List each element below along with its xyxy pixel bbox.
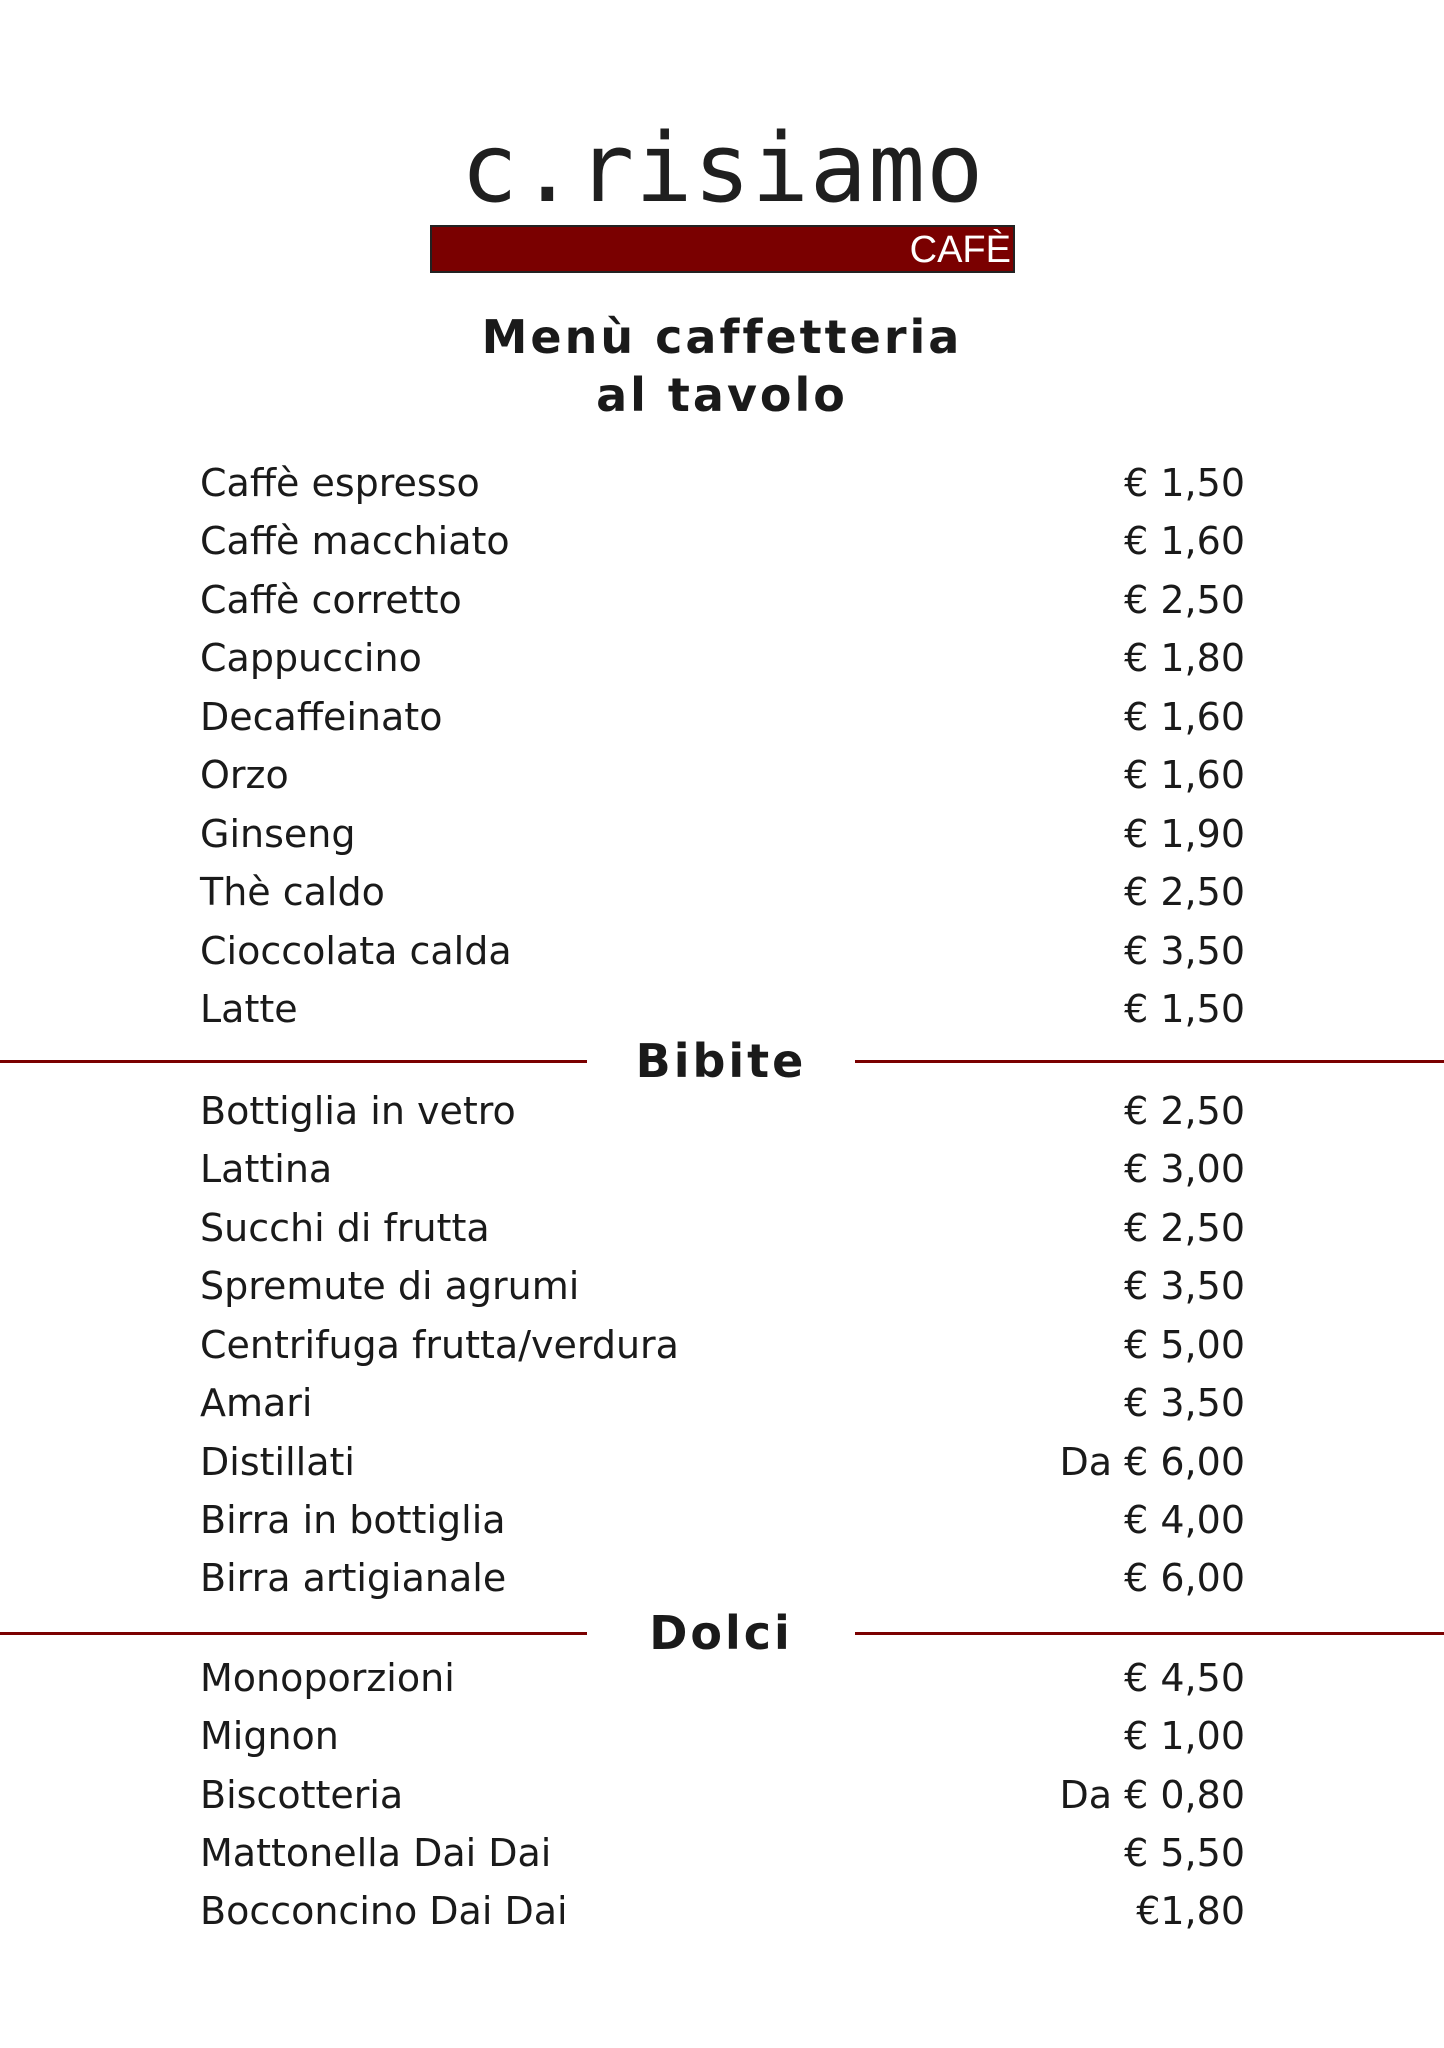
menu-item (200, 805, 1245, 863)
logo-wordmark: c.risiamo (460, 114, 985, 224)
item-name: Bocconcino Dai Dai (200, 1889, 568, 1933)
item-name: Centrifuga frutta/verdura (200, 1323, 679, 1367)
menu-title (0, 308, 1444, 424)
item-price: € 3,50 (1124, 1381, 1245, 1425)
item-name: Monoporzioni (200, 1656, 455, 1700)
item-name: Amari (200, 1381, 313, 1425)
menu-item (200, 1433, 1245, 1491)
menu-item (200, 454, 1245, 512)
item-price: € 1,90 (1124, 812, 1245, 856)
item-name: Bottiglia in vetro (200, 1089, 516, 1133)
item-name: Biscotteria (200, 1773, 404, 1817)
item-price: € 1,00 (1124, 1714, 1245, 1758)
item-name: Lattina (200, 1147, 333, 1191)
menu-item (200, 1082, 1245, 1140)
item-name: Cioccolata calda (200, 929, 512, 973)
menu-title-line1: Menù caffetteria (481, 310, 963, 364)
item-price: € 2,50 (1124, 578, 1245, 622)
divider-line (855, 1060, 1444, 1063)
item-name: Birra artigianale (200, 1556, 507, 1600)
menu-item (200, 571, 1245, 629)
item-name: Caffè macchiato (200, 519, 510, 563)
menu-item (200, 1374, 1245, 1432)
menu-item (200, 1649, 1245, 1707)
item-price: Da € 6,00 (1059, 1440, 1245, 1484)
item-price: € 1,50 (1124, 461, 1245, 505)
item-name: Spremute di agrumi (200, 1264, 580, 1308)
item-price: € 1,60 (1124, 519, 1245, 563)
section-heading: Dolci (649, 1606, 793, 1660)
item-price: € 1,80 (1124, 636, 1245, 680)
item-price: € 5,50 (1124, 1831, 1245, 1875)
item-price: € 1,60 (1124, 753, 1245, 797)
menu-item (200, 1707, 1245, 1765)
divider-line (855, 1632, 1444, 1635)
divider-line (0, 1632, 587, 1635)
item-name: Orzo (200, 753, 289, 797)
divider-line (0, 1060, 587, 1063)
item-price: € 2,50 (1124, 870, 1245, 914)
menu-item (200, 1491, 1245, 1549)
cafe-logo (430, 114, 1015, 275)
item-name: Thè caldo (200, 870, 385, 914)
menu-item (200, 1140, 1245, 1198)
menu-item (200, 1257, 1245, 1315)
menu-item (200, 922, 1245, 980)
item-name: Caffè corretto (200, 578, 462, 622)
menu-item (200, 1199, 1245, 1257)
item-price: € 4,50 (1124, 1656, 1245, 1700)
item-name: Mattonella Dai Dai (200, 1831, 552, 1875)
menu-title-line2: al tavolo (596, 368, 848, 422)
item-name: Ginseng (200, 812, 356, 856)
item-price: € 1,50 (1124, 987, 1245, 1031)
section-heading: Bibite (635, 1034, 807, 1088)
menu-item (200, 980, 1245, 1038)
item-price: € 6,00 (1124, 1556, 1245, 1600)
menu-item (200, 746, 1245, 804)
item-name: Birra in bottiglia (200, 1498, 506, 1542)
logo-subtitle: CAFÈ (909, 229, 1011, 271)
item-name: Decaffeinato (200, 695, 443, 739)
item-price: € 5,00 (1124, 1323, 1245, 1367)
item-name: Succhi di frutta (200, 1206, 490, 1250)
menu-item (200, 688, 1245, 746)
item-price: € 2,50 (1124, 1206, 1245, 1250)
item-price: € 1,60 (1124, 695, 1245, 739)
menu-item (200, 512, 1245, 570)
item-price: €1,80 (1136, 1889, 1245, 1933)
item-price: € 3,50 (1124, 929, 1245, 973)
item-name: Distillati (200, 1440, 355, 1484)
logo-bar (430, 225, 1015, 273)
menu-item (200, 1549, 1245, 1607)
item-price: € 3,50 (1124, 1264, 1245, 1308)
item-price: € 4,00 (1124, 1498, 1245, 1542)
menu-item (200, 1824, 1245, 1882)
item-name: Latte (200, 987, 298, 1031)
item-name: Cappuccino (200, 636, 422, 680)
item-price: € 2,50 (1124, 1089, 1245, 1133)
item-price: € 3,00 (1124, 1147, 1245, 1191)
menu-item (200, 1766, 1245, 1824)
menu-item (200, 629, 1245, 687)
item-name: Mignon (200, 1714, 339, 1758)
item-name: Caffè espresso (200, 461, 480, 505)
menu-item (200, 1316, 1245, 1374)
menu-item (200, 1882, 1245, 1940)
menu-item (200, 863, 1245, 921)
item-price: Da € 0,80 (1059, 1773, 1245, 1817)
